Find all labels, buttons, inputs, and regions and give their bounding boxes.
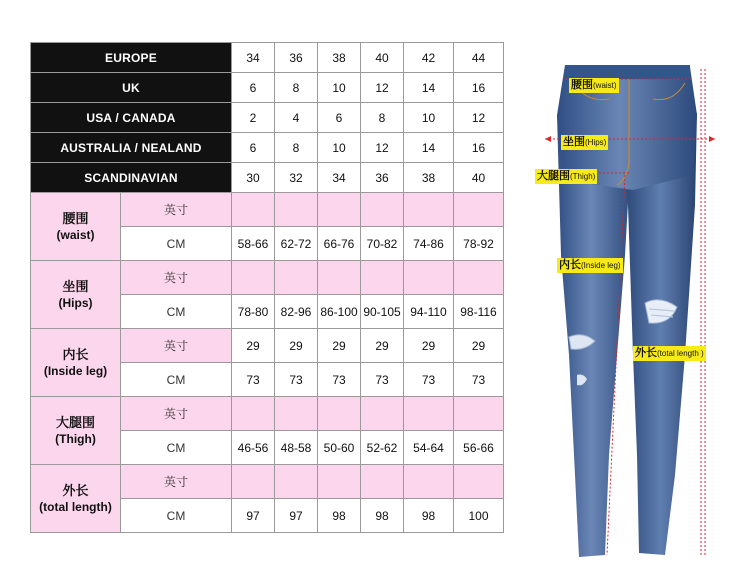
- measurement-inch-row: [31, 329, 504, 363]
- measurement-name-cn: 坐围: [62, 278, 89, 294]
- jeans-illustration: [525, 55, 735, 570]
- cm-value: 82-96: [275, 295, 318, 329]
- cm-value: 73: [404, 363, 454, 397]
- inch-value: [275, 465, 318, 499]
- inch-value: [232, 465, 275, 499]
- inch-value: [404, 261, 454, 295]
- size-value: 16: [454, 73, 504, 103]
- size-system-label: UK: [31, 73, 232, 103]
- inch-value: [361, 193, 404, 227]
- size-system-label: USA / CANADA: [31, 103, 232, 133]
- cm-value: 98-116: [454, 295, 504, 329]
- inch-value: 29: [232, 329, 275, 363]
- cm-value: 78-92: [454, 227, 504, 261]
- cm-value: 98: [404, 499, 454, 533]
- size-header-row: [31, 73, 504, 103]
- size-value: 38: [404, 163, 454, 193]
- inch-value: [275, 193, 318, 227]
- cm-value: 46-56: [232, 431, 275, 465]
- cm-value: 73: [454, 363, 504, 397]
- size-value: 42: [404, 43, 454, 73]
- measurement-name-cn: 外长: [62, 482, 89, 498]
- measurement-name-en: (Thigh): [55, 431, 96, 446]
- size-system-label: SCANDINAVIAN: [31, 163, 232, 193]
- inch-value: [404, 397, 454, 431]
- measurement-name-cn: 内长: [62, 346, 89, 362]
- inside-leg-tag: 内长(Inside leg): [559, 259, 621, 271]
- inch-value: [454, 397, 504, 431]
- size-value: 32: [275, 163, 318, 193]
- measurement-name: [31, 397, 121, 465]
- measurement-name-cn: 腰围: [62, 210, 89, 226]
- size-value: 6: [232, 73, 275, 103]
- measurement-name: [31, 261, 121, 329]
- size-value: 44: [454, 43, 504, 73]
- unit-cm-label: CM: [121, 499, 232, 533]
- size-value: 12: [361, 73, 404, 103]
- size-system-label: AUSTRALIA / NEALAND: [31, 133, 232, 163]
- cm-value: 52-62: [361, 431, 404, 465]
- cm-value: 73: [318, 363, 361, 397]
- measurement-name-en: (Hips): [58, 295, 93, 310]
- size-value: 14: [404, 73, 454, 103]
- unit-cm-label: CM: [121, 431, 232, 465]
- size-value: 40: [454, 163, 504, 193]
- cm-value: 50-60: [318, 431, 361, 465]
- cm-value: 94-110: [404, 295, 454, 329]
- unit-cm-label: CM: [121, 295, 232, 329]
- size-value: 6: [318, 103, 361, 133]
- size-header-row: [31, 43, 504, 73]
- unit-inch-label: 英寸: [121, 261, 232, 295]
- cm-value: 97: [232, 499, 275, 533]
- unit-inch-label: 英寸: [121, 465, 232, 499]
- size-value: 8: [361, 103, 404, 133]
- measurement-inch-row: [31, 465, 504, 499]
- inch-value: [361, 397, 404, 431]
- size-value: 16: [454, 133, 504, 163]
- size-chart-table: [30, 42, 504, 533]
- measurement-name-en: (waist): [56, 227, 95, 242]
- hips-tag: 坐围(Hips): [563, 136, 607, 148]
- unit-inch-label: 英寸: [121, 397, 232, 431]
- inch-value: [232, 397, 275, 431]
- size-value: 12: [454, 103, 504, 133]
- size-value: 2: [232, 103, 275, 133]
- size-value: 10: [318, 133, 361, 163]
- inch-value: [361, 465, 404, 499]
- size-value: 4: [275, 103, 318, 133]
- cm-value: 56-66: [454, 431, 504, 465]
- inch-value: [232, 193, 275, 227]
- size-value: 30: [232, 163, 275, 193]
- cm-value: 66-76: [318, 227, 361, 261]
- inch-value: [454, 193, 504, 227]
- cm-value: 73: [275, 363, 318, 397]
- waist-tag: 腰围(waist): [571, 79, 617, 91]
- unit-inch-label: 英寸: [121, 329, 232, 363]
- inch-value: [275, 397, 318, 431]
- cm-value: 73: [361, 363, 404, 397]
- total-length-tag: 外长(total length ): [635, 347, 704, 359]
- size-value: 8: [275, 73, 318, 103]
- size-system-label: EUROPE: [31, 43, 232, 73]
- size-value: 12: [361, 133, 404, 163]
- cm-value: 74-86: [404, 227, 454, 261]
- measurement-name-en: (Inside leg): [43, 363, 108, 378]
- inch-value: [318, 193, 361, 227]
- inch-value: 29: [454, 329, 504, 363]
- size-value: 34: [318, 163, 361, 193]
- inch-value: [361, 261, 404, 295]
- inch-value: [454, 465, 504, 499]
- measurement-name: [31, 465, 121, 533]
- size-value: 8: [275, 133, 318, 163]
- size-value: 38: [318, 43, 361, 73]
- inch-value: 29: [275, 329, 318, 363]
- measurement-name: [31, 193, 121, 261]
- inch-value: [318, 397, 361, 431]
- inch-value: [318, 465, 361, 499]
- cm-value: 58-66: [232, 227, 275, 261]
- measurement-inch-row: [31, 397, 504, 431]
- measurement-inch-row: [31, 193, 504, 227]
- inch-value: [404, 193, 454, 227]
- size-value: 36: [275, 43, 318, 73]
- size-value: 34: [232, 43, 275, 73]
- measurement-name-en: (total length): [39, 499, 112, 514]
- cm-value: 78-80: [232, 295, 275, 329]
- size-header-row: [31, 163, 504, 193]
- size-header-row: [31, 103, 504, 133]
- inch-value: [454, 261, 504, 295]
- measurement-inch-row: [31, 261, 504, 295]
- inch-value: 29: [318, 329, 361, 363]
- size-value: 6: [232, 133, 275, 163]
- cm-value: 62-72: [275, 227, 318, 261]
- cm-value: 100: [454, 499, 504, 533]
- inch-value: [318, 261, 361, 295]
- unit-cm-label: CM: [121, 227, 232, 261]
- measurement-name: [31, 329, 121, 397]
- jeans-waistband: [565, 65, 690, 79]
- inch-value: [404, 465, 454, 499]
- size-value: 40: [361, 43, 404, 73]
- unit-inch-label: 英寸: [121, 193, 232, 227]
- size-value: 36: [361, 163, 404, 193]
- cm-value: 54-64: [404, 431, 454, 465]
- cm-value: 86-100: [318, 295, 361, 329]
- inch-value: 29: [361, 329, 404, 363]
- inch-value: [275, 261, 318, 295]
- cm-value: 98: [361, 499, 404, 533]
- cm-value: 73: [232, 363, 275, 397]
- size-header-row: [31, 133, 504, 163]
- cm-value: 90-105: [361, 295, 404, 329]
- measurement-name-cn: 大腿围: [55, 414, 95, 430]
- cm-value: 70-82: [361, 227, 404, 261]
- unit-cm-label: CM: [121, 363, 232, 397]
- cm-value: 48-58: [275, 431, 318, 465]
- cm-value: 98: [318, 499, 361, 533]
- size-value: 14: [404, 133, 454, 163]
- inch-value: [232, 261, 275, 295]
- inch-value: 29: [404, 329, 454, 363]
- size-value: 10: [404, 103, 454, 133]
- cm-value: 97: [275, 499, 318, 533]
- size-value: 10: [318, 73, 361, 103]
- jeans-drawing: [525, 55, 735, 570]
- thigh-tag: 大腿围(Thigh): [537, 170, 596, 182]
